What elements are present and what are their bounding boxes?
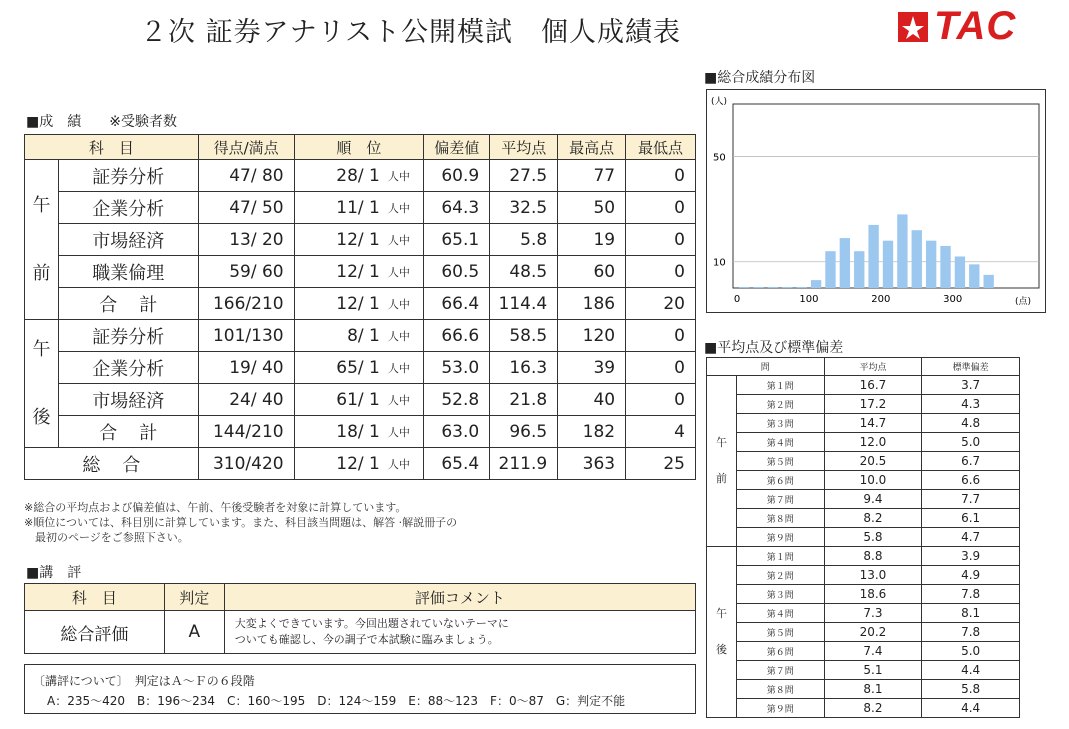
- review-header-comment: 評価コメント: [224, 584, 695, 611]
- rank-suffix: 人中: [386, 384, 424, 416]
- histogram-bar: [768, 287, 778, 288]
- rank-cell: 61/ 1: [294, 384, 386, 416]
- histogram-bar: [825, 251, 835, 288]
- std-q-cell: 第４問: [736, 604, 824, 623]
- rank-cell: 12/ 1: [294, 288, 386, 320]
- average-cell: 114.4: [490, 288, 558, 320]
- x-tick-label: 0: [733, 294, 741, 305]
- std-q-cell: 第１問: [736, 376, 824, 395]
- score-cell: 166/210: [198, 288, 294, 320]
- distribution-chart: [706, 89, 1046, 313]
- std-q-cell: 第６問: [736, 642, 824, 661]
- overall-deviation: 65.4: [424, 448, 490, 480]
- std-sd-cell: 5.0: [922, 433, 1020, 452]
- deviation-cell: 52.8: [424, 384, 490, 416]
- rank-suffix: 人中: [386, 160, 424, 192]
- score-row: [25, 224, 696, 256]
- std-sd-cell: 6.1: [922, 509, 1020, 528]
- std-avg-cell: 8.2: [824, 699, 922, 718]
- header-max: 最高点: [558, 135, 626, 160]
- std-avg-cell: 8.2: [824, 509, 922, 528]
- std-sd-cell: 3.9: [922, 547, 1020, 566]
- std-avg-cell: 12.0: [824, 433, 922, 452]
- score-row: [25, 160, 696, 192]
- max-cell: 182: [558, 416, 626, 448]
- std-avg-cell: 14.7: [824, 414, 922, 433]
- std-sd-cell: 7.7: [922, 490, 1020, 509]
- rank-suffix: 人中: [386, 448, 424, 480]
- std-session-label: 午 後: [707, 547, 737, 718]
- std-sd-cell: 6.7: [922, 452, 1020, 471]
- min-cell: 0: [626, 256, 696, 288]
- std-session-label: 午 前: [707, 376, 737, 547]
- average-cell: 48.5: [490, 256, 558, 288]
- header-score: 得点/満点: [198, 135, 294, 160]
- std-sd-cell: 8.1: [922, 604, 1020, 623]
- overall-max: 363: [558, 448, 626, 480]
- subject-cell: 合計: [58, 416, 198, 448]
- average-cell: 21.8: [490, 384, 558, 416]
- max-cell: 60: [558, 256, 626, 288]
- std-row: [707, 661, 1020, 680]
- std-sd-cell: 4.7: [922, 528, 1020, 547]
- std-q-cell: 第１問: [736, 547, 824, 566]
- deviation-cell: 63.0: [424, 416, 490, 448]
- std-row: [707, 604, 1020, 623]
- histogram-bar: [753, 287, 763, 288]
- notes: [24, 500, 457, 545]
- min-cell: 20: [626, 288, 696, 320]
- histogram-bar: [969, 264, 979, 288]
- average-cell: 32.5: [490, 192, 558, 224]
- std-avg-cell: 10.0: [824, 471, 922, 490]
- rank-suffix: 人中: [386, 224, 424, 256]
- std-q-cell: 第９問: [736, 699, 824, 718]
- std-row: [707, 699, 1020, 718]
- scores-header-row: [25, 135, 696, 160]
- review-grade: A: [164, 611, 224, 654]
- std-row: [707, 642, 1020, 661]
- page-title: ２次 証券アナリスト公開模試 個人成績表: [140, 17, 682, 48]
- session-label: 午 後: [25, 320, 59, 448]
- std-row: [707, 547, 1020, 566]
- max-cell: 186: [558, 288, 626, 320]
- average-cell: 58.5: [490, 320, 558, 352]
- max-cell: 19: [558, 224, 626, 256]
- header-subject: 科 目: [25, 135, 199, 160]
- deviation-cell: 66.4: [424, 288, 490, 320]
- std-q-cell: 第４問: [736, 433, 824, 452]
- min-cell: 4: [626, 416, 696, 448]
- min-cell: 0: [626, 320, 696, 352]
- rank-suffix: 人中: [386, 416, 424, 448]
- std-q-cell: 第５問: [736, 623, 824, 642]
- rank-suffix: 人中: [386, 320, 424, 352]
- histogram-bar: [854, 251, 864, 288]
- note-line: ※順位については、科目別に計算しています。また、科目該当問題は、解答 ·解説冊子の: [24, 516, 458, 529]
- rank-cell: 12/ 1: [294, 256, 386, 288]
- overall-average: 211.9: [490, 448, 558, 480]
- deviation-cell: 65.1: [424, 224, 490, 256]
- rank-suffix: 人中: [386, 352, 424, 384]
- header-min: 最低点: [626, 135, 696, 160]
- review-comment: [224, 611, 695, 654]
- y-tick-label: 50: [713, 152, 726, 164]
- score-row: [25, 352, 696, 384]
- histogram-bar: [782, 287, 792, 288]
- subject-cell: 合計: [58, 288, 198, 320]
- std-sd-cell: 4.3: [922, 395, 1020, 414]
- score-cell: 47/ 80: [198, 160, 294, 192]
- std-row: [707, 509, 1020, 528]
- std-avg-cell: 9.4: [824, 490, 922, 509]
- min-cell: 0: [626, 352, 696, 384]
- std-sd-cell: 4.4: [922, 661, 1020, 680]
- score-row: [25, 192, 696, 224]
- std-sd-cell: 4.8: [922, 414, 1020, 433]
- std-sd-cell: 4.4: [922, 699, 1020, 718]
- note-line: 最初のページをご参照下さい。: [24, 531, 189, 544]
- grading-scale: A：235～420 B：196～234 C：160～195 D：124～159 E：88～123 F：0～87 G：判定不能: [47, 694, 626, 708]
- std-header-average: 平均点: [824, 358, 922, 376]
- logo-text: TAC: [934, 4, 1017, 48]
- histogram-bar: [868, 225, 878, 288]
- deviation-cell: 60.9: [424, 160, 490, 192]
- min-cell: 0: [626, 224, 696, 256]
- overall-min: 25: [626, 448, 696, 480]
- rank-cell: 12/ 1: [294, 224, 386, 256]
- std-avg-cell: 7.4: [824, 642, 922, 661]
- histogram-bar: [940, 246, 950, 288]
- min-cell: 0: [626, 160, 696, 192]
- histogram-bar: [897, 214, 907, 288]
- std-q-cell: 第２問: [736, 395, 824, 414]
- std-q-cell: 第８問: [736, 509, 824, 528]
- header-average: 平均点: [490, 135, 558, 160]
- std-q-cell: 第３問: [736, 414, 824, 433]
- grading-title: 〔講評について〕 判定はＡ～Ｆの６段階: [33, 674, 255, 688]
- subject-cell: 企業分析: [58, 192, 198, 224]
- std-row: [707, 528, 1020, 547]
- std-row: [707, 566, 1020, 585]
- std-avg-cell: 20.5: [824, 452, 922, 471]
- max-cell: 50: [558, 192, 626, 224]
- subject-cell: 市場経済: [58, 224, 198, 256]
- review-header-grade: 判定: [164, 584, 224, 611]
- std-q-cell: 第８問: [736, 680, 824, 699]
- std-avg-cell: 17.2: [824, 395, 922, 414]
- header-rank: 順 位: [294, 135, 424, 160]
- score-cell: 24/ 40: [198, 384, 294, 416]
- deviation-cell: 53.0: [424, 352, 490, 384]
- std-sd-cell: 6.6: [922, 471, 1020, 490]
- average-cell: 27.5: [490, 160, 558, 192]
- std-q-cell: 第２問: [736, 566, 824, 585]
- std-sd-cell: 5.8: [922, 680, 1020, 699]
- review-header-subject: 科 目: [25, 584, 165, 611]
- max-cell: 39: [558, 352, 626, 384]
- std-row: [707, 433, 1020, 452]
- tac-logo: [898, 6, 1038, 48]
- rank-cell: 28/ 1: [294, 160, 386, 192]
- average-cell: 96.5: [490, 416, 558, 448]
- std-row: [707, 414, 1020, 433]
- min-cell: 0: [626, 384, 696, 416]
- std-avg-cell: 5.8: [824, 528, 922, 547]
- y-unit-label: (人): [711, 97, 728, 107]
- subject-cell: 企業分析: [58, 352, 198, 384]
- std-avg-cell: 20.2: [824, 623, 922, 642]
- std-sd-cell: 3.7: [922, 376, 1020, 395]
- std-table: [706, 357, 1020, 718]
- review-subject: 総合評価: [25, 611, 165, 654]
- overall-score: 310/420: [198, 448, 294, 480]
- rank-cell: 18/ 1: [294, 416, 386, 448]
- distribution-section-title: ■総合成績分布図: [704, 70, 816, 86]
- score-cell: 144/210: [198, 416, 294, 448]
- std-avg-cell: 16.7: [824, 376, 922, 395]
- histogram-bar: [983, 275, 993, 288]
- subject-cell: 職業倫理: [58, 256, 198, 288]
- x-unit-label: (点): [1015, 297, 1032, 307]
- std-q-cell: 第３問: [736, 585, 824, 604]
- histogram-bar: [955, 256, 965, 288]
- std-sd-cell: 7.8: [922, 585, 1020, 604]
- score-cell: 19/ 40: [198, 352, 294, 384]
- std-row: [707, 376, 1020, 395]
- score-row: [25, 256, 696, 288]
- distribution-chart-svg: [707, 90, 1045, 312]
- std-q-cell: 第７問: [736, 490, 824, 509]
- average-cell: 5.8: [490, 224, 558, 256]
- std-q-cell: 第９問: [736, 528, 824, 547]
- std-avg-cell: 13.0: [824, 566, 922, 585]
- review-section-title: ■講 評: [26, 565, 82, 581]
- std-sd-cell: 4.9: [922, 566, 1020, 585]
- std-row: [707, 680, 1020, 699]
- subject-cell: 市場経済: [58, 384, 198, 416]
- histogram-bar: [797, 287, 807, 288]
- review-comment-line: 大変よくできています。今回出題されていないテーマに: [234, 617, 509, 630]
- max-cell: 40: [558, 384, 626, 416]
- histogram-bar: [883, 241, 893, 288]
- x-tick-label: 100: [799, 294, 819, 305]
- overall-subject: 総合: [25, 448, 199, 480]
- std-row: [707, 490, 1020, 509]
- overall-row: [25, 448, 696, 480]
- y-tick-label: 10: [713, 257, 726, 269]
- std-q-cell: 第７問: [736, 661, 824, 680]
- average-cell: 16.3: [490, 352, 558, 384]
- tac-emblem-icon: [898, 12, 928, 42]
- x-tick-label: 300: [943, 294, 963, 305]
- score-cell: 101/130: [198, 320, 294, 352]
- score-cell: 13/ 20: [198, 224, 294, 256]
- rank-suffix: 人中: [386, 256, 424, 288]
- session-label: 午 前: [25, 160, 59, 320]
- review-comment-line: ついても確認し、今の調子で本試験に臨みましょう。: [234, 633, 499, 646]
- std-sd-cell: 5.0: [922, 642, 1020, 661]
- std-sd-cell: 7.8: [922, 623, 1020, 642]
- std-row: [707, 623, 1020, 642]
- header-deviation: 偏差値: [424, 135, 490, 160]
- rank-cell: 11/ 1: [294, 192, 386, 224]
- std-row: [707, 452, 1020, 471]
- deviation-cell: 66.6: [424, 320, 490, 352]
- rank-cell: 8/ 1: [294, 320, 386, 352]
- std-q-cell: 第６問: [736, 471, 824, 490]
- std-avg-cell: 8.1: [824, 680, 922, 699]
- score-cell: 59/ 60: [198, 256, 294, 288]
- score-row: [25, 320, 696, 352]
- std-header-sd: 標準偏差: [922, 358, 1020, 376]
- score-cell: 47/ 50: [198, 192, 294, 224]
- max-cell: 77: [558, 160, 626, 192]
- overall-rank: 12/ 1: [294, 448, 386, 480]
- subject-cell: 証券分析: [58, 160, 198, 192]
- deviation-cell: 60.5: [424, 256, 490, 288]
- std-avg-cell: 18.6: [824, 585, 922, 604]
- deviation-cell: 64.3: [424, 192, 490, 224]
- score-row: [25, 384, 696, 416]
- std-q-cell: 第５問: [736, 452, 824, 471]
- scores-table: [24, 134, 696, 480]
- grading-legend: [24, 664, 696, 714]
- score-row: [25, 288, 696, 320]
- std-avg-cell: 7.3: [824, 604, 922, 623]
- rank-suffix: 人中: [386, 288, 424, 320]
- histogram-bar: [912, 230, 922, 288]
- histogram-bar: [811, 280, 821, 288]
- std-row: [707, 585, 1020, 604]
- score-row: [25, 416, 696, 448]
- rank-suffix: 人中: [386, 192, 424, 224]
- std-avg-cell: 5.1: [824, 661, 922, 680]
- rank-cell: 65/ 1: [294, 352, 386, 384]
- std-row: [707, 471, 1020, 490]
- review-table: [24, 583, 696, 654]
- subject-cell: 証券分析: [58, 320, 198, 352]
- std-header-question: 問: [707, 358, 825, 376]
- note-line: ※総合の平均点および偏差値は、午前、午後受験者を対象に計算しています。: [24, 501, 407, 514]
- std-section-title: ■平均点及び標準偏差: [704, 340, 844, 356]
- std-avg-cell: 8.8: [824, 547, 922, 566]
- histogram-bar: [739, 287, 749, 288]
- std-row: [707, 395, 1020, 414]
- histogram-bar: [840, 238, 850, 288]
- x-tick-label: 200: [871, 294, 891, 305]
- max-cell: 120: [558, 320, 626, 352]
- histogram-bar: [926, 241, 936, 288]
- scores-section-title: ■成 績 ※受験者数: [26, 114, 177, 130]
- min-cell: 0: [626, 192, 696, 224]
